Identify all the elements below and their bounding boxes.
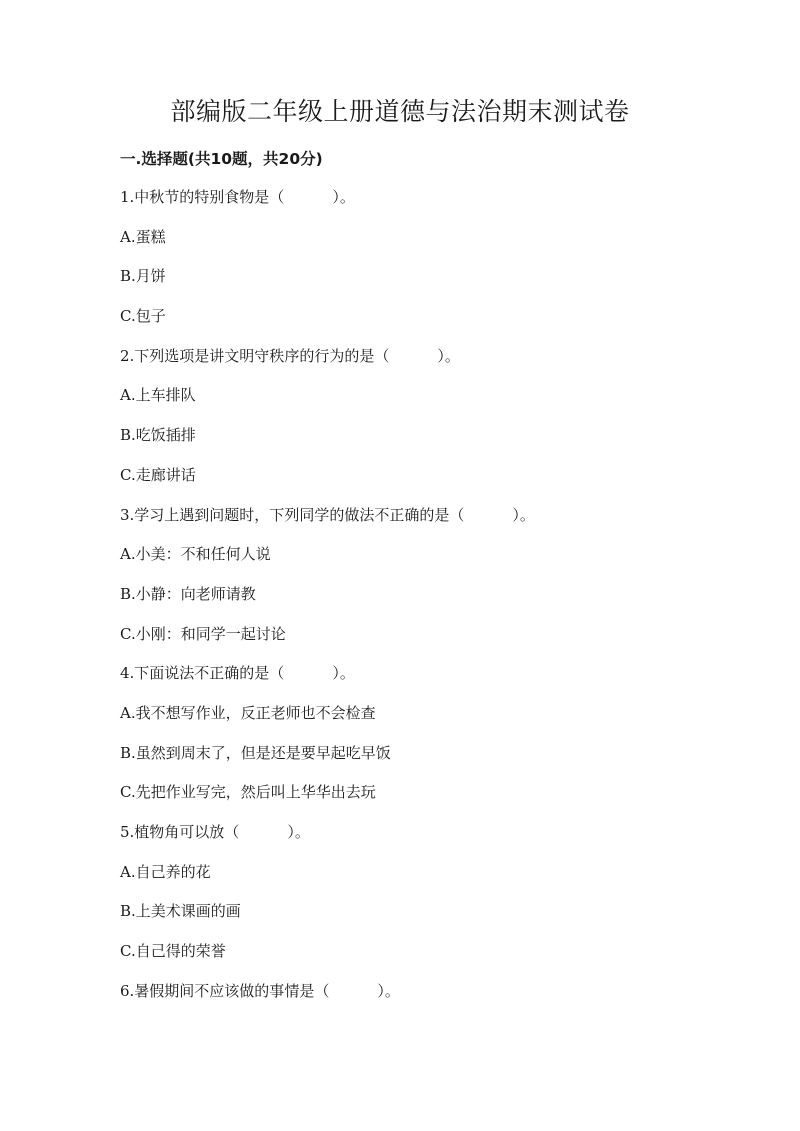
answer-option: B.吃饭插排	[120, 426, 196, 445]
answer-option: A.蛋糕	[120, 227, 166, 246]
question-stem-end: ）。	[332, 188, 355, 206]
answer-option: B.上美术课画的画	[120, 902, 241, 921]
question-stem-end: ）。	[287, 823, 310, 841]
question-stem-end: ）。	[332, 664, 355, 683]
answer-option: A.自己养的花	[120, 862, 211, 881]
question-stem	[120, 343, 700, 383]
answer-option: C.小刚：和同学一起讨论	[120, 624, 286, 643]
answer-option: A.小美：不和任何人说	[120, 545, 271, 564]
answer-option: C.包子	[120, 307, 166, 326]
question-list	[120, 184, 700, 1017]
question-stem-text: 5.植物角可以放（	[120, 823, 240, 841]
question-stem	[120, 184, 700, 224]
question-stem	[120, 819, 700, 859]
section-heading: 一.选择题(共10题，共20分)	[120, 150, 323, 168]
question-stem	[120, 502, 700, 542]
question-stem-text: 1.中秋节的特别食物是（	[120, 188, 285, 206]
answer-option: B.小静：向老师请教	[120, 584, 256, 603]
question-stem-text: 2.下列选项是讲文明守秩序的行为的是（	[120, 346, 390, 365]
question-stem-end: ）。	[512, 505, 535, 524]
answer-option: A.上车排队	[120, 386, 196, 405]
question-stem-end: ）。	[437, 346, 460, 365]
answer-option: C.自己得的荣誉	[120, 942, 226, 961]
question-stem-text: 6.暑假期间不应该做的事情是（	[120, 981, 330, 1000]
page-title: 部编版二年级上册道德与法治期末测试卷	[170, 97, 630, 126]
question-stem-end: ）。	[377, 981, 400, 1000]
answer-option: A.我不想写作业，反正老师也不会检查	[120, 703, 376, 722]
answer-option: C.先把作业写完，然后叫上华华出去玩	[120, 783, 376, 802]
question-stem	[120, 660, 700, 700]
question-stem	[120, 978, 700, 1018]
answer-option: B.月饼	[120, 267, 166, 286]
answer-option: B.虽然到周末了，但是还是要早起吃早饭	[120, 743, 391, 762]
question-stem-text: 3.学习上遇到问题时，下列同学的做法不正确的是（	[120, 505, 465, 524]
answer-option: C.走廊讲话	[120, 465, 196, 484]
question-stem-text: 4.下面说法不正确的是（	[120, 664, 285, 683]
